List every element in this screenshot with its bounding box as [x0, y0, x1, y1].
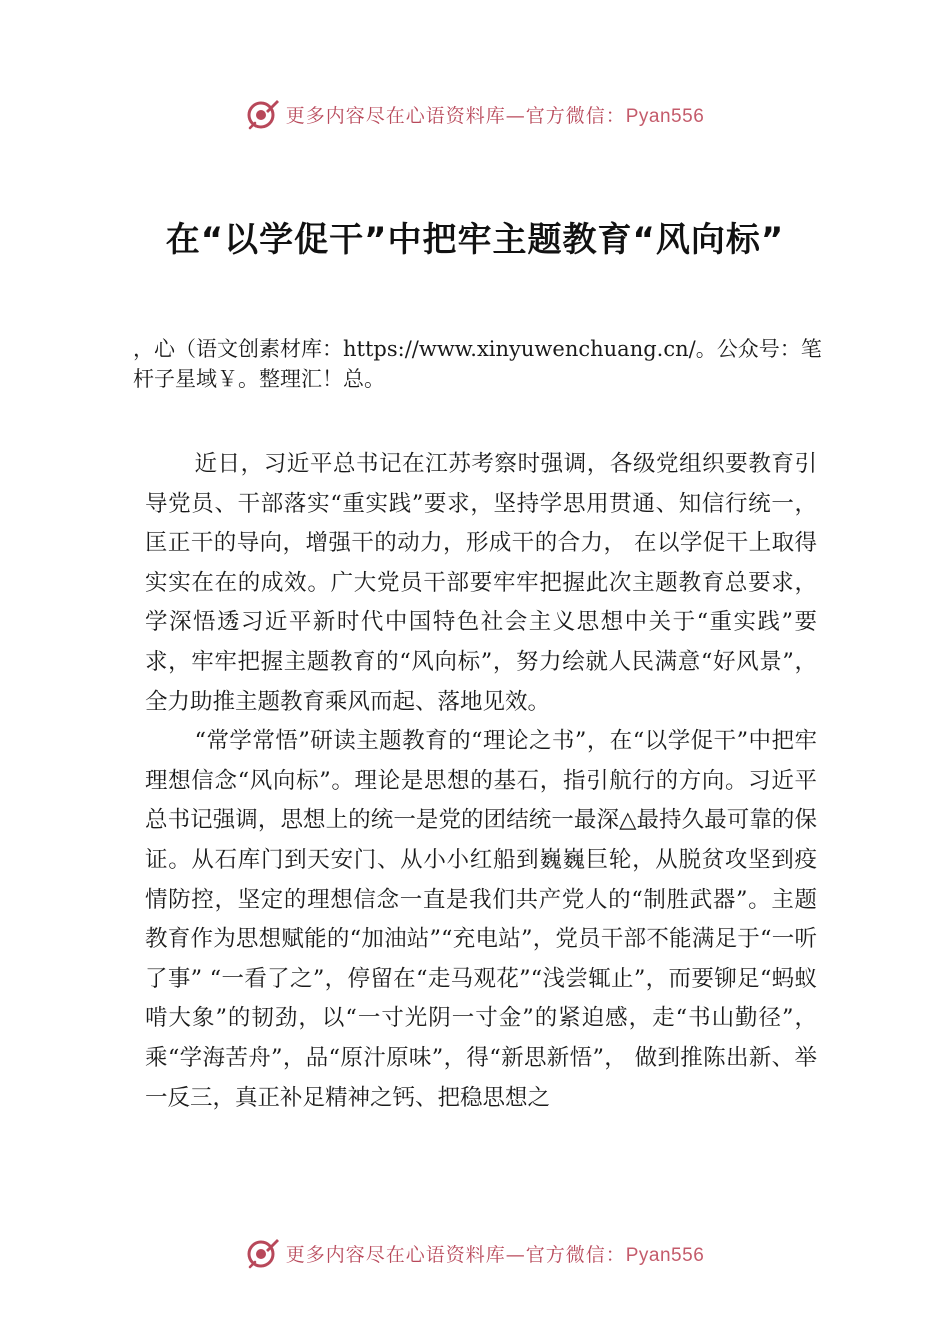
banner-text: 更多内容尽在心语资料库—官方微信：Pyan556 — [285, 104, 705, 127]
header-watermark-banner — [0, 94, 950, 134]
wechat-id: Pyan556 — [625, 1244, 705, 1266]
document-body — [145, 445, 817, 1118]
paragraph-2: “常学常悟”研读主题教育的“理论之书”，在“以学促干”中把牢理想信念“风向标”。理论是思想的基石，指引航行的方向。习近平总书记强调，思想上的统一是党的团结统一最深△最持久最可靠的保证。从石库门到天安门、从小小红船到巍巍巨轮，从脱贫攻坚到疫情防控，坚定的理想信念一直是我们共产党人的“制胜武器”。主题教育作为思想赋能的“加油站”“充电站”，党员干部不能满足于“一听了事” “一看了之”，停留在“走马观花”“浅尝辄止”，而要铆足“蚂蚁啃大象”的韧劲，以“一寸光阴一寸金”的紧迫感，走“书山勤径”，乘“学海苦舟”，品“原汁原味”，得“新思新悟”， 做到推陈出新、举一反三，真正补足精神之钙、把稳思想之 — [145, 728, 817, 1111]
source-note: ，心（语文创素材库：https://www.xinyuwenchuang.cn/。公众号：笔杆子星域￥。整理汇！总。 — [133, 337, 822, 391]
banner-text: 更多内容尽在心语资料库—官方微信：Pyan556 — [285, 1243, 705, 1266]
pen-logo-icon — [246, 1236, 280, 1270]
pen-logo-icon — [246, 97, 280, 131]
document-title: 在“以学促干”中把牢主题教育“风向标” — [165, 220, 785, 260]
footer-watermark-banner — [0, 1233, 950, 1273]
paragraph-1: 近日，习近平总书记在江苏考察时强调，各级党组织要教育引导党员、干部落实“重实践”要求，坚持学思用贯通、知信行统一，匡正干的导向，增强干的动力，形成干的合力， 在以学促干上取得实实在在的成效。广大党员干部要牢牢把握此次主题教育总要求，学深悟透习近平新时代中国特色社会主义思想中关于“重实践”要求，牢牢把握主题教育的“风向标”，努力绘就人民满意“好风景”，全力助推主题教育乘风而起、落地见效。 — [145, 451, 817, 715]
wechat-id: Pyan556 — [625, 105, 705, 127]
